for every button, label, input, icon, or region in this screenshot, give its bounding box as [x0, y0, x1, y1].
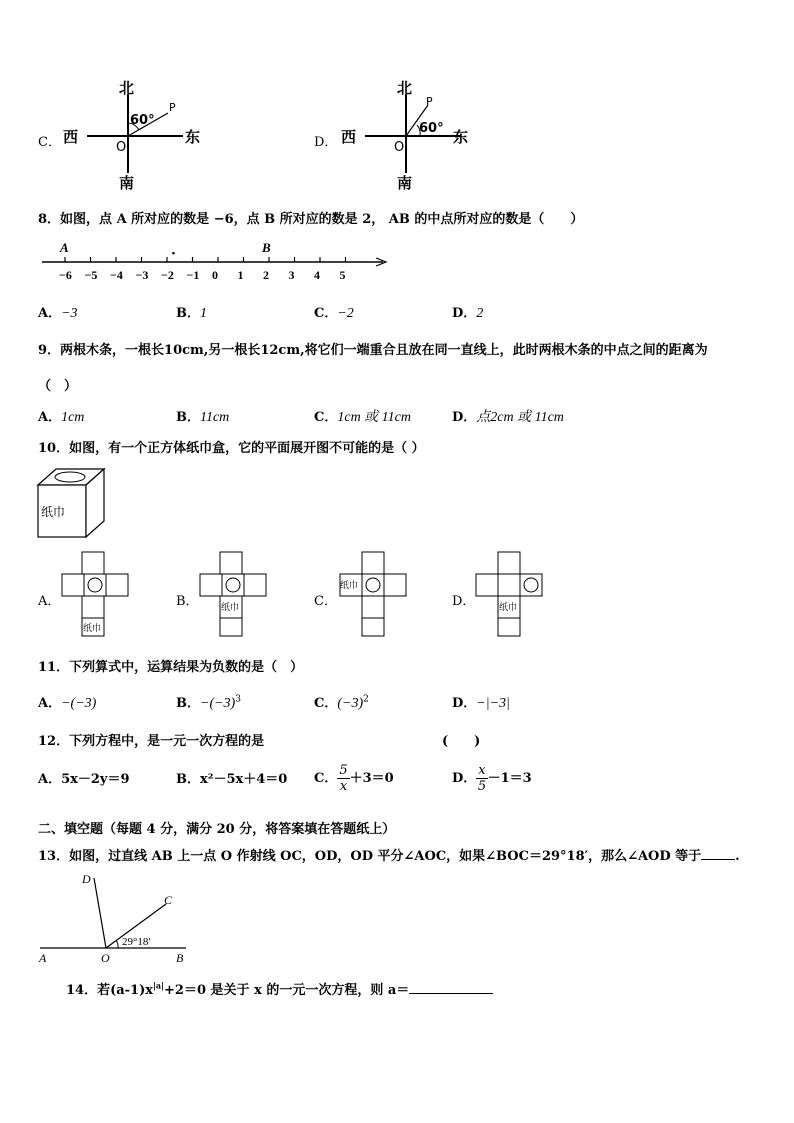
q12-option-d[interactable]: [452, 763, 532, 794]
point-p-label: P: [169, 101, 176, 114]
q8-option-a[interactable]: [38, 302, 78, 322]
point-a-label: A: [39, 951, 47, 965]
q14-answer-blank[interactable]: [409, 993, 493, 994]
q8-option-c[interactable]: [314, 302, 354, 322]
option-text: 1cm: [61, 410, 85, 425]
q14-stem-pre: 14．若(a-1)x: [66, 983, 154, 998]
section-2-heading: 二、填空题（每题 4 分，满分 20 分，将答案填在答题纸上）: [38, 822, 396, 837]
tick-label: 1: [237, 268, 244, 282]
q14-stem-post: +2＝0 是关于 x 的一元一次方程，则 a＝: [164, 983, 410, 998]
net-b: [198, 550, 268, 640]
option-text: −(−3): [200, 696, 236, 711]
net-label: 纸巾: [340, 581, 359, 591]
q9-option-a[interactable]: [38, 406, 84, 426]
angle-label: 29°18′: [122, 936, 151, 948]
option-text: x²－5x＋4＝0: [200, 772, 288, 787]
option-text: −3: [61, 306, 78, 321]
angle-label: 60°: [419, 121, 444, 136]
option-exponent: 2: [363, 694, 369, 705]
option-label: B．: [176, 410, 200, 425]
option-label: D．: [452, 410, 477, 425]
net-label: 纸巾: [221, 603, 240, 613]
q9-paren: （ ）: [38, 379, 78, 394]
fraction-numerator: x: [478, 763, 486, 778]
net-a: [60, 550, 130, 640]
north-label: 北: [397, 79, 413, 97]
q7-compass-figure-c: [55, 78, 205, 193]
q7-option-d-label: D．: [314, 135, 338, 150]
net-label: 纸巾: [499, 603, 518, 613]
fraction-numerator: 5: [339, 763, 348, 778]
option-text: 11cm: [200, 410, 230, 425]
tick-label: 2: [263, 268, 269, 282]
option-text: 5x－2y＝9: [61, 772, 130, 787]
option-text: －1＝3: [487, 771, 532, 786]
option-text: (−3): [337, 696, 364, 711]
tick-label: −3: [135, 268, 149, 282]
tick-label: 4: [314, 268, 320, 282]
origin-label: O: [394, 140, 405, 155]
fraction: [337, 763, 349, 794]
q10-option-a-label: A．: [38, 594, 61, 609]
angle-label: 60°: [130, 113, 155, 128]
q11-option-d[interactable]: [452, 692, 510, 712]
option-label: D．: [452, 771, 477, 786]
q8-option-d[interactable]: [452, 302, 483, 322]
q12-option-b[interactable]: [176, 768, 287, 787]
tick-label: −6: [59, 268, 72, 282]
net-c: [338, 550, 408, 640]
q12-paren: ( ): [442, 734, 481, 749]
tick-label: −5: [84, 268, 98, 282]
net-label: 纸巾: [83, 624, 102, 634]
option-label: C．: [314, 410, 338, 425]
option-label: A．: [38, 772, 62, 787]
south-label: 南: [119, 174, 135, 192]
point-d-label: D: [82, 872, 91, 886]
point-p-label: P: [426, 95, 433, 108]
q11-option-b[interactable]: [176, 692, 241, 712]
q11-option-a[interactable]: [38, 692, 96, 712]
option-text: 1cm 或 11cm: [337, 410, 411, 425]
option-text: 1: [200, 306, 207, 321]
q12-option-a[interactable]: [38, 768, 130, 787]
q9-stem: 9．两根木条，一根长10cm,另一根长12cm,将它们一端重合且放在同一直线上，此时两根木条的中点之间的距离为: [38, 343, 708, 358]
tissue-box-label: 纸巾: [41, 505, 66, 519]
point-b-label: B: [176, 951, 184, 965]
q8-number-line: [38, 236, 398, 286]
q12-option-c[interactable]: [314, 763, 394, 794]
option-label: A．: [38, 410, 62, 425]
option-text: −(−3): [61, 696, 97, 711]
q7-compass-figure-d: [333, 78, 483, 193]
south-label: 南: [397, 174, 413, 192]
option-label: A．: [38, 696, 62, 711]
q8-stem: 8．如图，点 A 所对应的数是 −6，点 B 所对应的数是 2， AB 的中点所对应的数是（ ）: [38, 212, 584, 227]
q10-stem: 10．如图，有一个正方体纸巾盒，它的平面展开图不可能的是（ ）: [38, 441, 425, 456]
tick-label: 5: [339, 268, 346, 282]
option-text: ＋3＝0: [349, 771, 394, 786]
option-text: −2: [337, 306, 354, 321]
option-exponent: 3: [235, 694, 241, 705]
option-label: D．: [452, 306, 477, 321]
q13-answer-blank[interactable]: [701, 859, 735, 860]
q13-stem: 13．如图，过直线 AB 上一点 O 作射线 OC，OD，OD 平分∠AOC，如果∠BOC＝29°18′，那么∠AOD 等于: [38, 849, 702, 864]
point-a-label: A: [60, 240, 69, 255]
option-text: 点2cm 或 11cm: [476, 410, 564, 425]
option-label: A．: [38, 306, 62, 321]
tick-label: −2: [161, 268, 174, 282]
tick-label: 0: [212, 268, 218, 282]
option-label: D．: [452, 696, 477, 711]
north-label: 北: [119, 79, 135, 97]
option-label: C．: [314, 771, 338, 786]
tissue-box-figure: [36, 467, 108, 543]
midpoint-dot: ·: [171, 246, 176, 262]
q7-option-c-label: C．: [38, 135, 61, 150]
q10-option-c-label: C．: [314, 594, 337, 609]
point-b-label: B: [262, 240, 271, 255]
q13-stem-line: [38, 845, 740, 864]
q9-option-b[interactable]: [176, 406, 229, 426]
q14-stem-line: [66, 979, 493, 998]
option-text: 2: [476, 306, 484, 321]
q13-angle-figure: [36, 866, 196, 966]
origin-label: O: [116, 140, 127, 155]
fraction-denominator: 5: [477, 779, 487, 794]
tick-label: −4: [110, 268, 123, 282]
tick-label: 3: [288, 268, 295, 282]
option-label: B．: [176, 696, 200, 711]
fraction: [476, 763, 487, 794]
option-label: C．: [314, 696, 338, 711]
east-label: 东: [185, 128, 201, 146]
q8-option-b[interactable]: [176, 302, 207, 322]
q11-stem: 11．下列算式中，运算结果为负数的是（ ）: [38, 660, 304, 675]
q9-option-c[interactable]: [314, 406, 411, 426]
option-label: B．: [176, 306, 200, 321]
q10-option-b-label: B．: [176, 594, 199, 609]
q14-exponent: |a|: [153, 980, 165, 991]
option-text: −|−3|: [476, 696, 510, 711]
west-label: 西: [341, 128, 357, 146]
east-label: 东: [453, 128, 469, 146]
option-label: C．: [314, 306, 338, 321]
option-label: B．: [176, 772, 200, 787]
point-o-label: O: [101, 951, 110, 965]
q12-stem: 12．下列方程中，是一元一次方程的是: [38, 734, 265, 749]
q11-option-c[interactable]: [314, 692, 369, 712]
tick-label: −1: [186, 268, 200, 282]
net-d: [474, 550, 544, 640]
q10-option-d-label: D．: [452, 594, 476, 609]
q9-option-d[interactable]: [452, 406, 564, 426]
point-c-label: C: [164, 893, 173, 907]
fraction-denominator: x: [339, 779, 348, 794]
q13-end: .: [735, 849, 740, 864]
west-label: 西: [63, 128, 79, 146]
